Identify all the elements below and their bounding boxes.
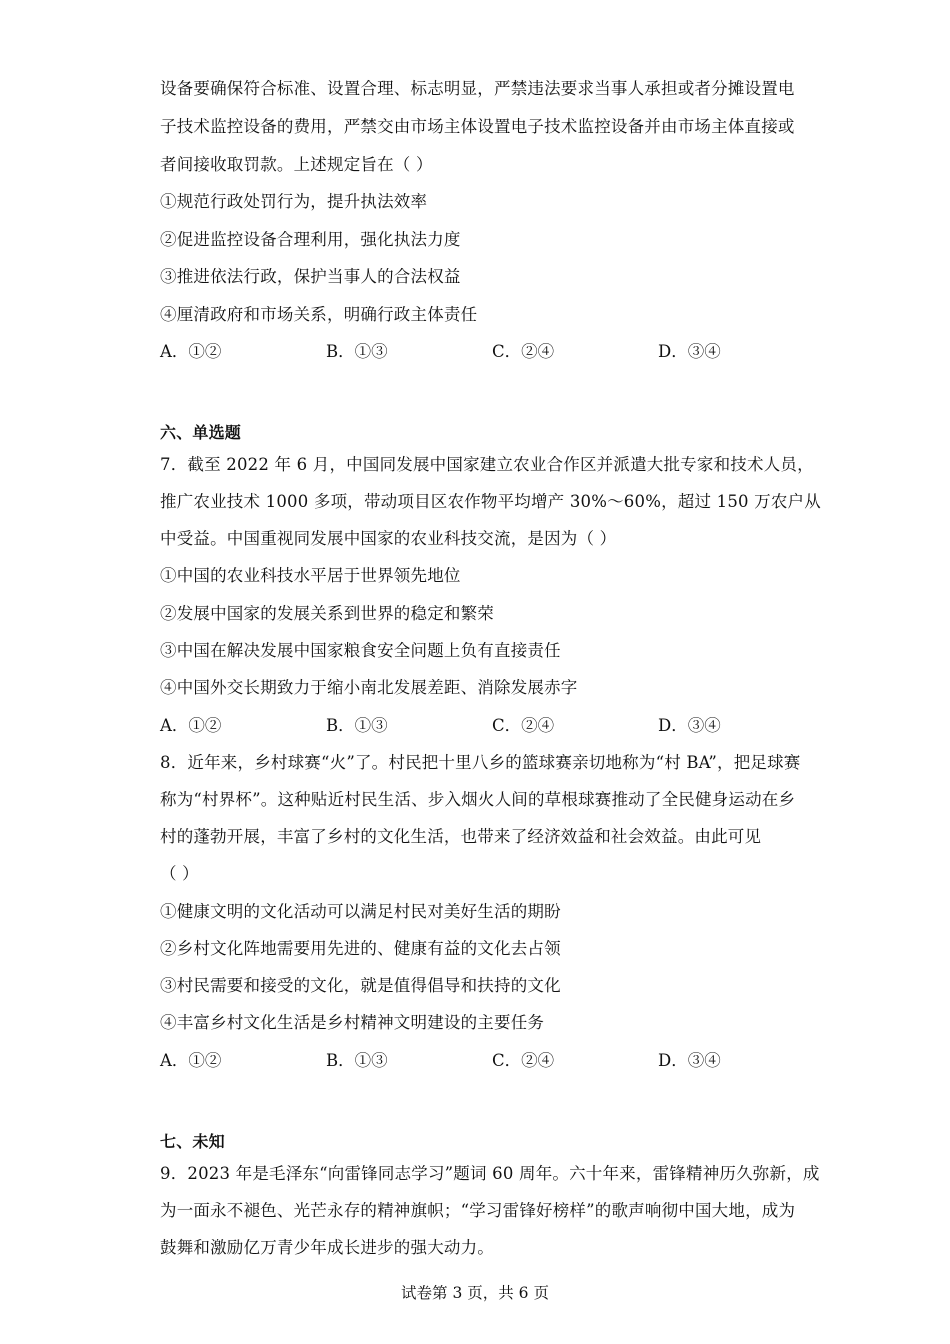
page-footer: 试卷第 3 页，共 6 页 [401, 1284, 549, 1302]
q9-text-line-1: 9．2023 年是毛泽东“向雷锋同志学习”题词 60 周年。六十年来，雷锋精神历久弥新，成 [160, 1164, 820, 1183]
q6-choice-d: D．③④ [658, 342, 721, 361]
q6-statement-4: ④厘清政府和市场关系，明确行政主体责任 [160, 305, 478, 324]
q7-text-line-2: 推广农业技术 1000 多项，带动项目区农作物平均增产 30%～60%，超过 150 万农户从 [160, 492, 821, 511]
q6-choice-c: C．②④ [492, 342, 555, 361]
q9-text-line-2: 为一面永不褪色、光芒永存的精神旗帜；“学习雷锋好榜样”的歌声响彻中国大地，成为 [160, 1201, 796, 1220]
q6-choice-a: A．①② [160, 342, 222, 361]
q7-statement-1: ①中国的农业科技水平居于世界领先地位 [160, 566, 461, 585]
q8-choice-d: D．③④ [658, 1051, 721, 1070]
q9-text-line-3: 鼓舞和激励亿万青少年成长进步的强大动力。 [160, 1238, 494, 1257]
q7-choice-c: C．②④ [492, 716, 555, 735]
q8-statement-4: ④丰富乡村文化生活是乡村精神文明建设的主要任务 [160, 1013, 545, 1032]
q8-statement-1: ①健康文明的文化活动可以满足村民对美好生活的期盼 [160, 902, 561, 921]
q6-choice-b: B．①③ [326, 342, 388, 361]
q6-statement-1: ①规范行政处罚行为，提升执法效率 [160, 192, 428, 211]
q7-choice-a: A．①② [160, 716, 222, 735]
q8-statement-3: ③村民需要和接受的文化，就是值得倡导和扶持的文化 [160, 976, 561, 995]
q8-choice-c: C．②④ [492, 1051, 555, 1070]
q7-statement-4: ④中国外交长期致力于缩小南北发展差距、消除发展赤字 [160, 678, 578, 697]
q8-text-line-2: 称为“村界杯”。这种贴近村民生活、步入烟火人间的草根球赛推动了全民健身运动在乡 [160, 790, 796, 809]
q6-text-line-1: 设备要确保符合标准、设置合理、标志明显，严禁违法要求当事人承担或者分摊设置电 [160, 79, 795, 98]
q6-text-line-2: 子技术监控设备的费用，严禁交由市场主体设置电子技术监控设备并由市场主体直接或 [160, 117, 795, 136]
q8-statement-2: ②乡村文化阵地需要用先进的、健康有益的文化去占领 [160, 939, 561, 958]
q6-text-line-3: 者间接收取罚款。上述规定旨在（ ） [160, 155, 433, 174]
q8-text-line-4: （ ） [160, 864, 199, 883]
section-heading-single-choice: 六、单选题 [160, 423, 242, 442]
q7-choice-d: D．③④ [658, 716, 721, 735]
q7-choice-b: B．①③ [326, 716, 388, 735]
q8-choice-b: B．①③ [326, 1051, 388, 1070]
section-heading-unknown: 七、未知 [160, 1132, 225, 1151]
q8-text-line-3: 村的蓬勃开展，丰富了乡村的文化生活，也带来了经济效益和社会效益。由此可见 [160, 827, 762, 846]
q6-statement-3: ③推进依法行政，保护当事人的合法权益 [160, 267, 461, 286]
q7-statement-3: ③中国在解决发展中国家粮食安全问题上负有直接责任 [160, 641, 561, 660]
q8-choice-a: A．①② [160, 1051, 222, 1070]
q6-statement-2: ②促进监控设备合理利用，强化执法力度 [160, 230, 461, 249]
q7-statement-2: ②发展中国家的发展关系到世界的稳定和繁荣 [160, 604, 494, 623]
q7-text-line-1: 7．截至 2022 年 6 月，中国同发展中国家建立农业合作区并派遣大批专家和技术人员， [160, 455, 814, 474]
q8-text-line-1: 8．近年来，乡村球赛“火”了。村民把十里八乡的篮球赛亲切地称为“村 BA”，把足球赛 [160, 753, 801, 772]
q7-text-line-3: 中受益。中国重视同发展中国家的农业科技交流，是因为（ ） [160, 529, 617, 548]
